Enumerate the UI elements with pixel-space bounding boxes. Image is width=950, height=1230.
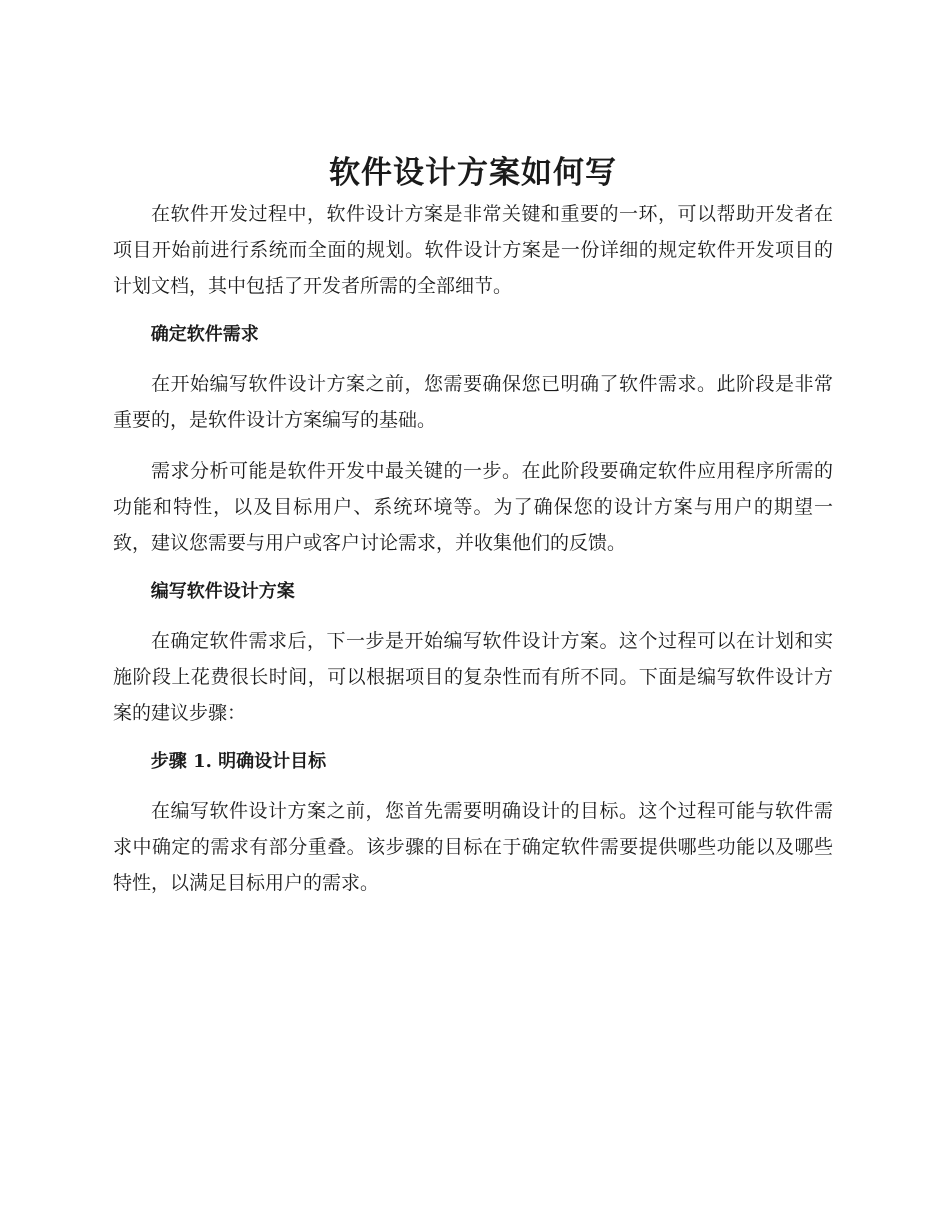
writing-paragraph-1: 在确定软件需求后，下一步是开始编写软件设计方案。这个过程可以在计划和实施阶段上花费很长时间，可以根据项目的复杂性而有所不同。下面是编写软件设计方案的建议步骤： [113, 630, 833, 724]
requirements-paragraph-1: 在开始编写软件设计方案之前，您需要确保您已明确了软件需求。此阶段是非常重要的，是软件设计方案编写的基础。 [113, 373, 833, 431]
spacer [113, 780, 833, 793]
spacer [113, 304, 833, 317]
document-body [113, 150, 833, 901]
spacer [113, 610, 833, 623]
section-heading-writing: 编写软件设计方案 [150, 581, 295, 602]
spacer [113, 353, 833, 366]
spacer [113, 438, 833, 453]
section-heading-step1: 步骤 1. 明确设计目标 [150, 751, 327, 772]
document-title: 软件设计方案如何写 [329, 155, 617, 191]
intro-paragraph: 在软件开发过程中，软件设计方案是非常关键和重要的一环，可以帮助开发者在项目开始前进行系统而全面的规划。软件设计方案是一份详细的规定软件开发项目的计划文档，其中包括了开发者所需的全部细节。 [113, 203, 833, 297]
requirements-paragraph-2: 需求分析可能是软件开发中最关键的一步。在此阶段要确定软件应用程序所需的功能和特性，以及目标用户、系统环境等。为了确保您的设计方案与用户的期望一致，建议您需要与用户或客户讨论需求，并收集他们的反馈。 [113, 460, 833, 554]
spacer [113, 561, 833, 574]
step1-paragraph-1: 在编写软件设计方案之前，您首先需要明确设计的目标。这个过程可能与软件需求中确定的需求有部分重叠。该步骤的目标在于确定软件需要提供哪些功能以及哪些特性，以满足目标用户的需求。 [113, 800, 833, 894]
spacer [113, 731, 833, 744]
section-heading-requirements: 确定软件需求 [150, 324, 259, 345]
